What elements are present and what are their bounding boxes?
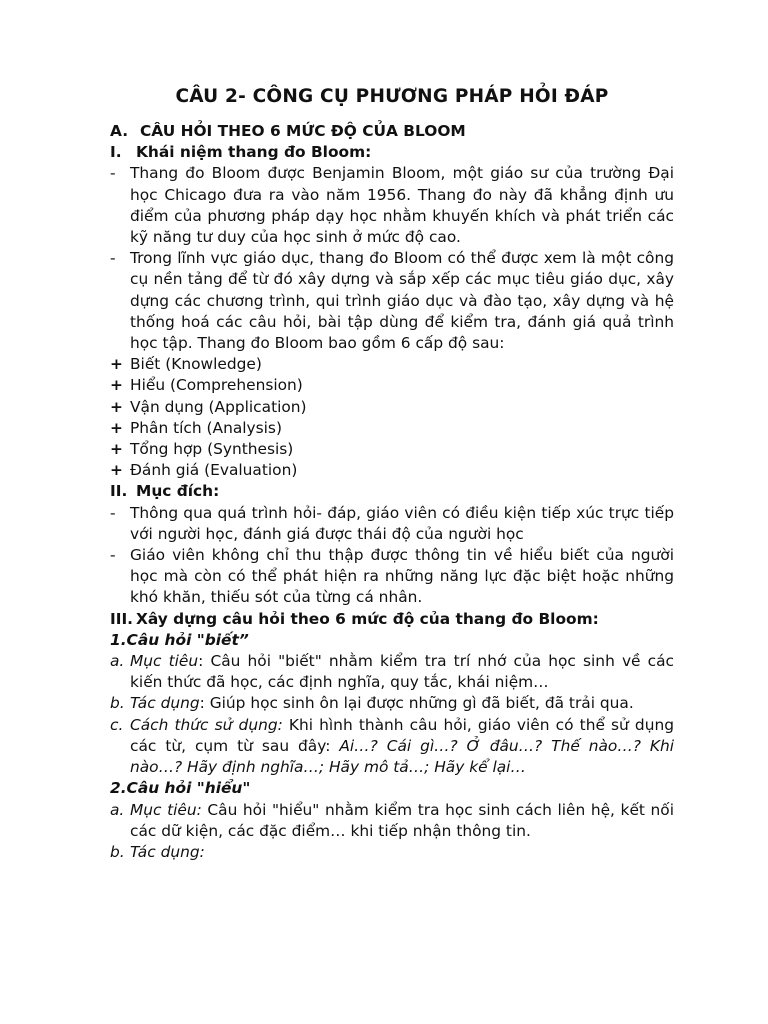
section-3-title: Xây dựng câu hỏi theo 6 mức độ của thang đo Bloom: [136,609,599,628]
item-text: : Câu hỏi "biết" nhằm kiểm tra trí nhớ của học sinh về các kiến thức đã học, các định nghĩa, quy tắc, khái niệm… [130,652,674,692]
item-label: Cách thức sử dụng: [130,715,283,734]
question-1-heading: 1.Câu hỏi "biết” [110,630,249,649]
bloom-level-text: Hiểu (Comprehension) [130,376,303,395]
section-2-heading [110,481,674,502]
bloom-level-item [110,375,674,396]
section-a-letter: A. [110,122,129,140]
list-item [110,800,674,842]
letter-marker: a. [110,652,125,671]
bloom-level-item [110,397,674,418]
bloom-level-item [110,439,674,460]
plus-bullet: + [110,440,123,459]
item-examples: Ai…? Cái gì…? Ở đâu…? Thế nào…? Khi nào…? Hãy định nghĩa…; Hãy mô tả…; Hãy kể lại… [130,736,674,777]
plus-bullet: + [110,355,123,374]
plus-bullet: + [110,461,123,480]
item-label: Tác dụng: [130,842,205,861]
section-a-text: CÂU HỎI THEO 6 MỨC ĐỘ CỦA BLOOM [140,122,466,140]
section-3-heading [110,609,674,630]
list-item [110,842,674,863]
bloom-level-item [110,460,674,481]
bloom-level-text: Biết (Knowledge) [130,355,262,374]
section-a-heading [110,121,674,142]
section-2-title: Mục đích: [136,482,220,501]
plus-bullet: + [110,418,123,437]
bloom-level-text: Vận dụng (Application) [130,397,307,416]
paragraph-text [130,651,674,693]
paragraph-text [130,842,674,863]
item-text: : Giúp học sinh ôn lại được những gì đã biết, đã trải qua. [199,694,634,713]
item-text: Khi hình thành câu hỏi, giáo viên có thể sử dụng các từ, cụm từ sau đây: [130,715,674,755]
list-item [110,163,674,248]
list-item [110,545,674,609]
list-item [110,651,674,693]
question-2-heading: 2.Câu hỏi "hiểu" [110,779,251,798]
page-title: CÂU 2- CÔNG CỤ PHƯƠNG PHÁP HỎI ĐÁP [175,86,609,107]
letter-marker: a. [110,800,125,819]
bloom-level-text: Tổng hợp (Synthesis) [130,440,294,459]
list-item [110,715,674,779]
item-text: Câu hỏi "hiểu" nhằm kiểm tra học sinh cách liên hệ, kết nối các dữ kiện, các đặc điểm… khi tiếp nhận thông tin. [130,800,674,840]
letter-marker: b. [110,842,125,861]
document-page [110,86,674,863]
section-3-number: III. [110,609,134,628]
item-label: Mục tiêu: [130,800,202,819]
section-1-title: Khái niệm thang đo Bloom: [136,143,372,162]
dash-bullet: - [110,249,116,268]
paragraph-text [130,715,674,779]
section-2-number: II. [110,482,128,501]
paragraph-text: Thang đo Bloom được Benjamin Bloom, một giáo sư của trường Đại học Chicago đưa ra vào năm 1956. Thang đo này đã khẳng định ưu điểm của phương pháp dạy học nhằm khuyến khích và phát triển các kỹ năng tư duy của học sinh ở mức độ cao. [130,164,674,247]
paragraph-text: Giáo viên không chỉ thu thập được thông tin về hiểu biết của người học mà còn có thể phát hiện ra những năng lực đặc biệt hoặc những khó khăn, thiếu sót của từng cá nhân. [130,546,674,607]
bloom-level-text: Phân tích (Analysis) [130,418,282,437]
dash-bullet: - [110,546,116,565]
bloom-level-item [110,354,674,375]
paragraph-text: Trong lĩnh vực giáo dục, thang đo Bloom có thể được xem là một công cụ nền tảng để từ đó xây dựng và sắp xếp các mục tiêu giáo dục, xây dựng các chương trình, qui trình giáo dục và đào tạo, xây dựng và hệ thống hoá các câu hỏi, bài tập dùng để kiểm tra, đánh giá quả trình học tập. Thang đo Bloom bao gồm 6 cấp độ sau: [130,249,674,353]
paragraph-text [130,800,674,842]
plus-bullet: + [110,397,123,416]
paragraph-text [130,693,674,714]
list-item [110,693,674,714]
dash-bullet: - [110,164,116,183]
bloom-level-item [110,418,674,439]
bloom-level-text: Đánh giá (Evaluation) [130,461,298,480]
section-1-number: I. [110,143,122,162]
item-label: Mục tiêu [130,652,199,671]
letter-marker: c. [110,715,124,734]
list-item [110,503,674,545]
item-label: Tác dụng [130,694,200,713]
letter-marker: b. [110,694,125,713]
dash-bullet: - [110,503,116,522]
plus-bullet: + [110,376,123,395]
paragraph-text: Thông qua quá trình hỏi- đáp, giáo viên có điều kiện tiếp xúc trực tiếp với người học, đánh giá được thái độ của người học [130,503,674,543]
list-item [110,248,674,354]
section-1-heading [110,142,674,163]
